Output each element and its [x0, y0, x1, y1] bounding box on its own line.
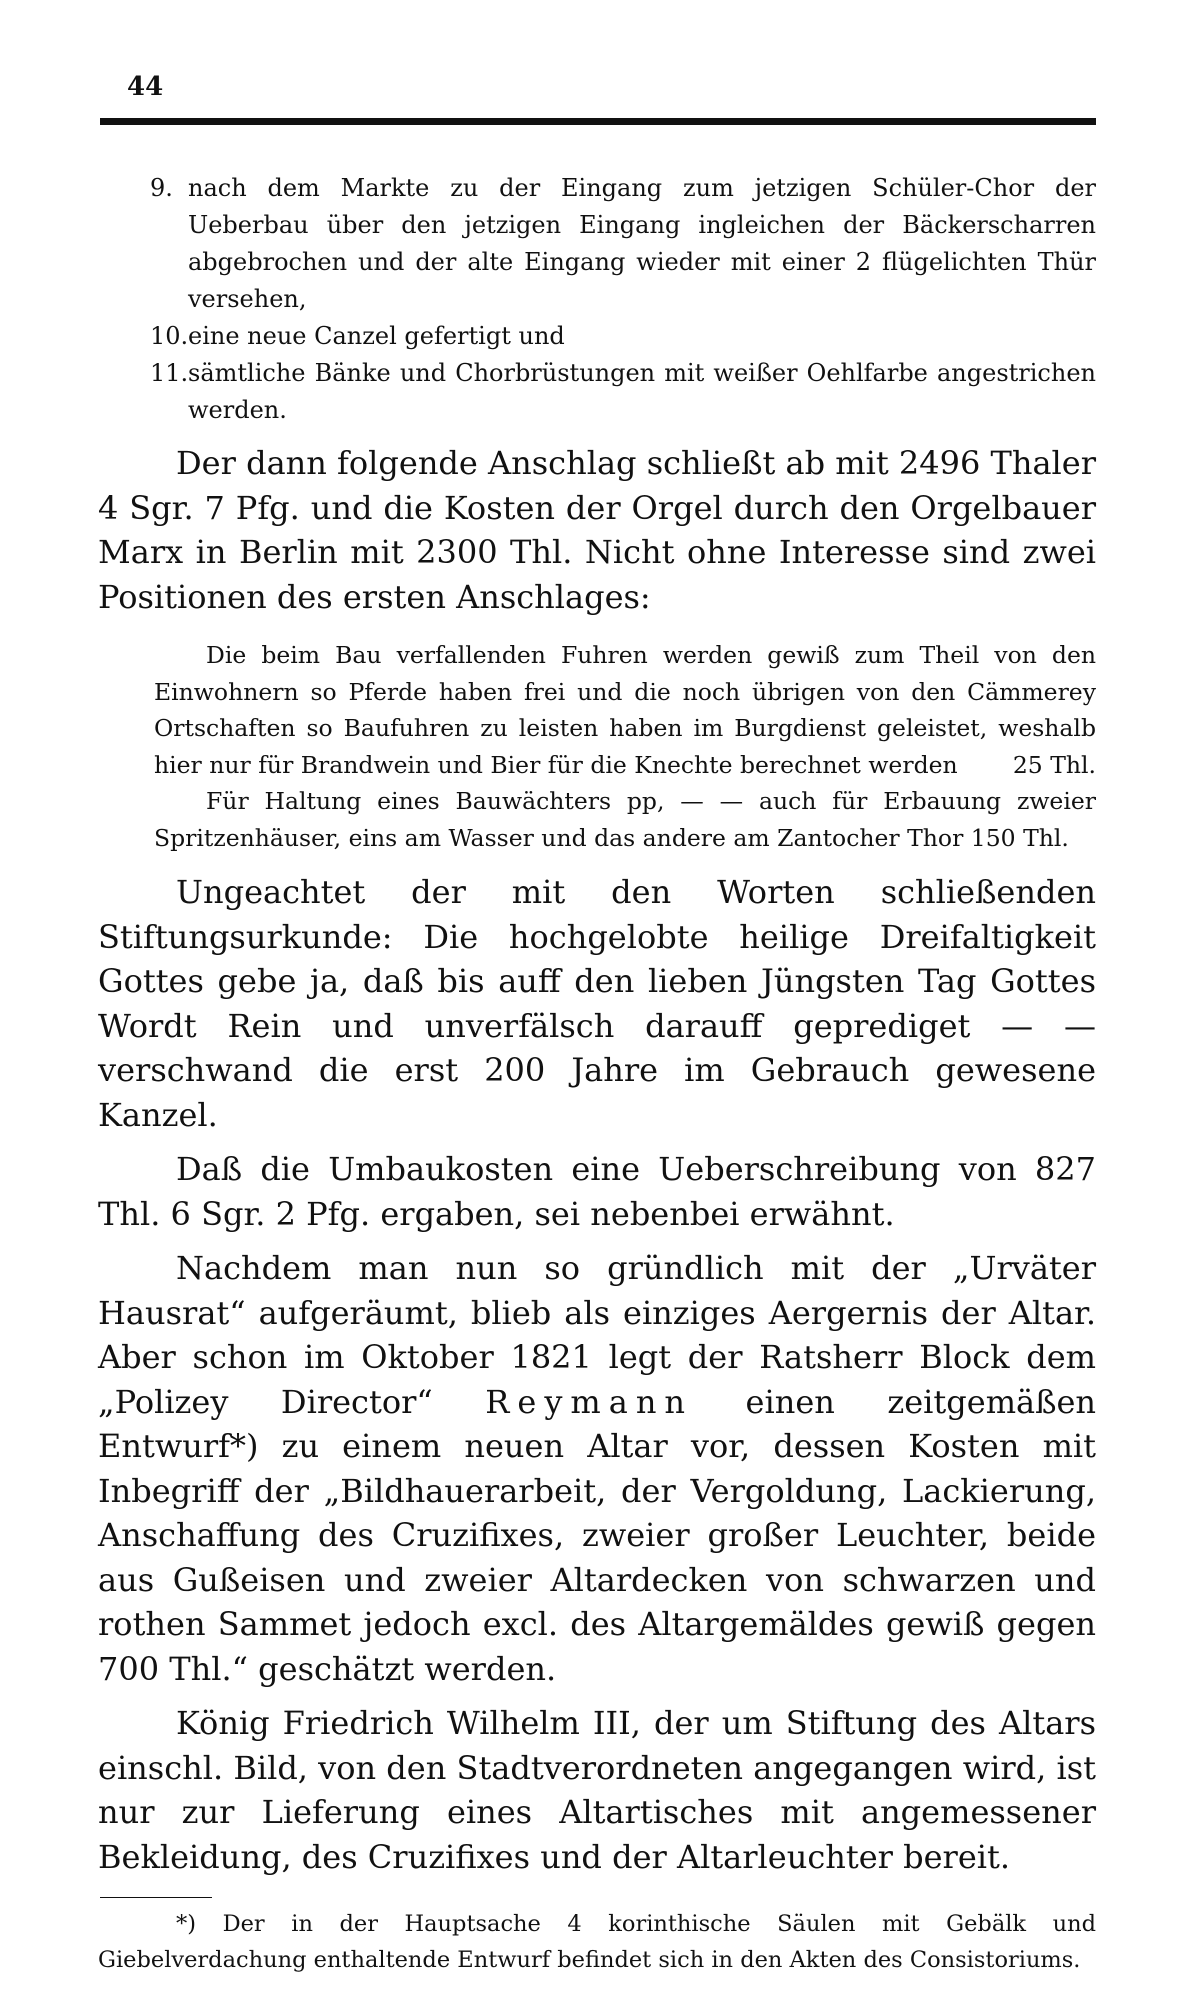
quote-item — [154, 783, 1096, 856]
list-item — [98, 355, 1096, 429]
quoted-cost-positions — [98, 637, 1096, 856]
quote-item-amount: 25 Thl. — [1012, 750, 1096, 779]
paragraph: Daß die Umbaukosten eine Ueberschreibung von 827 Thl. 6 Sgr. 2 Pfg. ergaben, sei nebenbei erwähnt. — [98, 1150, 1096, 1233]
paragraph-text: einen zeitgemäßen Entwurf*) zu einem neuen Altar vor, dessen Kosten mit Inbegriff der „Bildhauerarbeit, der Vergoldung, Lackierung, Anschaffung des Cruzifixes, zweier großer Leuchter, beide aus Gußeisen und zweier Altardecken von schwarzen und rothen Sammet jedoch excl. des Altargemäldes gewiß gegen 700 Thl.“ geschätzt werden. — [98, 1382, 1097, 1688]
header-rule — [100, 118, 1096, 125]
page-number: 44 — [127, 72, 164, 102]
paragraph: Ungeachtet der mit den Worten schließenden Stiftungsurkunde: Die hochgelobte heilige Dreifaltigkeit Gottes gebe ja, daß bis auff den lieben Jüngsten Tag Gottes Wordt Rein und unverfälsch darauff geprediget — — verschwand die erst 200 Jahre im Gebrauch gewesene Kanzel. — [98, 873, 1096, 1134]
list-item — [98, 170, 1096, 318]
list-item-number: 11. — [150, 359, 189, 387]
paragraph-text: Nachdem man nun so gründlich mit der „Urväter Hausrat“ aufgeräumt, blieb als einziges Aergernis der Altar. Aber schon im Oktober 1821 legt der Ratsherr Block dem „Polizey Director“ — [98, 1249, 1096, 1421]
paragraph: König Friedrich Wilhelm III, der um Stiftung des Altars einschl. Bild, von den Stadtverordneten angegangen wird, ist nur zur Lieferung eines Altartisches mit angemessener Bekleidung, des Cruzifixes und der Altarleuchter bereit. — [98, 1704, 1096, 1876]
footnote: *) Der in der Hauptsache 4 korinthische Säulen mit Gebälk und Giebelverdachung enthaltende Entwurf befindet sich in den Akten des Consistoriums. — [98, 1911, 1096, 1973]
page-body — [98, 170, 1096, 1978]
list-item-text: sämtliche Bänke und Chorbrüstungen mit weißer Oehlfarbe angestrichen werden. — [188, 359, 1096, 424]
quote-item — [154, 637, 1096, 783]
spaced-name: Reymann — [485, 1382, 694, 1421]
list-item-number: 10. — [150, 322, 189, 350]
numbered-list — [98, 170, 1096, 429]
list-item-number: 9. — [150, 174, 173, 202]
paragraph: Der dann folgende Anschlag schließt ab mit 2496 Thaler 4 Sgr. 7 Pfg. und die Kosten der Orgel durch den Orgelbauer Marx in Berlin mit 2300 Thl. Nicht ohne Interesse sind zwei Positionen des ersten Anschlages: — [98, 444, 1096, 616]
paragraph — [98, 1246, 1096, 1691]
list-item — [98, 318, 1096, 355]
list-item-text: eine neue Canzel gefertigt und — [188, 322, 565, 350]
quote-item-text: Für Haltung eines Bauwächters pp, — — auch für Erbauung zweier Spritzenhäuser, eins am Wasser und das andere am Zantocher Thor 150 Thl. — [154, 787, 1096, 852]
quote-item-text: Die beim Bau verfallenden Fuhren werden gewiß zum Theil von den Einwohnern so Pferde haben frei und die noch übrigen von den Cämmerey Ortschaften so Baufuhren zu leisten haben im Burgdienst geleistet, weshalb hier nur für Brandwein und Bier für die Knechte berechnet werden — [154, 641, 1096, 779]
footnote-rule — [100, 1897, 212, 1898]
list-item-text: nach dem Markte zu der Eingang zum jetzigen Schüler-Chor der Ueberbau über den jetzigen Eingang ingleichen der Bäckerscharren abgebrochen und der alte Eingang wieder mit einer 2 flügelichten Thür versehen, — [188, 174, 1096, 313]
